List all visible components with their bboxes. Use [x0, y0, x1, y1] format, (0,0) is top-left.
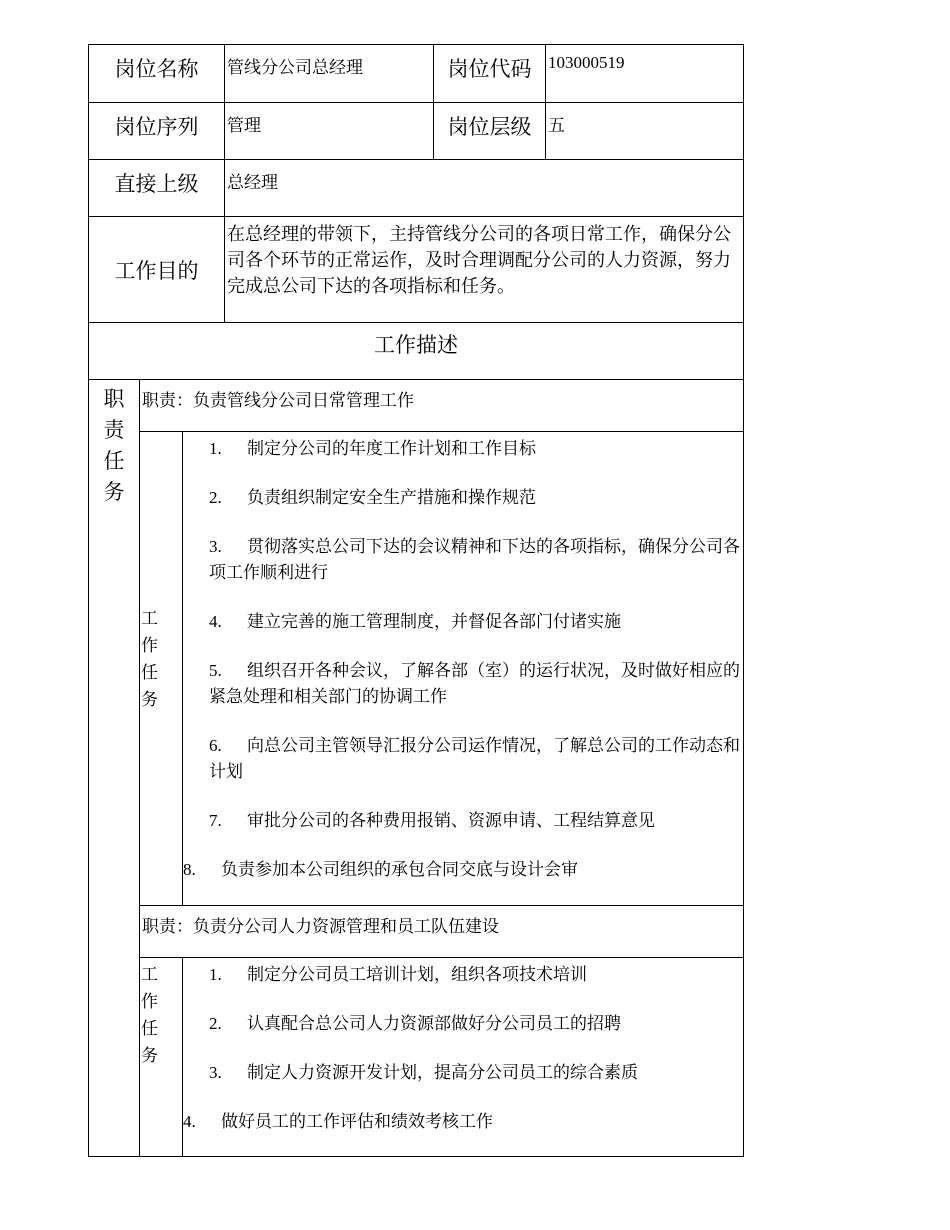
position-code-label: 岗位代码: [434, 45, 546, 103]
task-text: 组织召开各种会议，了解各部（室）的运行状况，及时做好相应的紧急处理和相关部门的协调工作: [209, 661, 740, 706]
task-number: 4.: [209, 612, 222, 631]
task-text: 审批分公司的各种费用报销、资源申请、工程结算意见: [247, 811, 655, 830]
position-name-value: 管线分公司总经理: [225, 45, 434, 103]
task-number: 8.: [183, 860, 196, 879]
duty-1-task-8: [183, 857, 743, 883]
level-value: 五: [546, 103, 744, 160]
level-label: 岗位层级: [434, 103, 546, 160]
position-code-value: 103000519: [546, 45, 744, 103]
duty-1-task-list: [183, 432, 744, 906]
duty-2-task-1: [183, 962, 743, 988]
task-text: 向总公司主管领导汇报分公司运作情况，了解总公司的工作动态和计划: [209, 736, 740, 781]
duty-2-title: 职责：负责分公司人力资源管理和员工队伍建设: [140, 906, 744, 958]
sequence-label: 岗位序列: [89, 103, 225, 160]
duty-2-task-2: [183, 1011, 743, 1037]
task-number: 1.: [209, 439, 222, 458]
job-description-table: [88, 44, 744, 1157]
position-name-label: 岗位名称: [89, 45, 225, 103]
row-duty-2: [89, 906, 744, 958]
job-description-form: [88, 44, 743, 1157]
task-number: 2.: [209, 488, 222, 507]
duty-1-title: 职责：负责管线分公司日常管理工作: [140, 380, 744, 432]
task-number: 5.: [209, 661, 222, 680]
sequence-value: 管理: [225, 103, 434, 160]
task-number: 1.: [209, 965, 222, 984]
supervisor-value: 总经理: [225, 160, 744, 217]
duty-2-task-3: [183, 1060, 743, 1086]
task-text: 负责参加本公司组织的承包合同交底与设计会审: [221, 860, 578, 879]
row-description-title: [89, 323, 744, 380]
task-number: 2.: [209, 1014, 222, 1033]
duties-side-label-text: 职责任务: [103, 387, 125, 504]
row-duty-2-tasks: [89, 958, 744, 1157]
duty-1-task-7: [183, 808, 743, 834]
task-number: 6.: [209, 736, 222, 755]
task-text: 制定人力资源开发计划，提高分公司员工的综合素质: [247, 1063, 638, 1082]
row-supervisor: [89, 160, 744, 217]
task-number: 4.: [183, 1112, 196, 1131]
duty-2-task-label-text: 工作任务: [141, 965, 158, 1065]
row-purpose: [89, 217, 744, 323]
duty-1-task-6: [183, 733, 743, 785]
task-text: 贯彻落实总公司下达的会议精神和下达的各项指标，确保分公司各项工作顺利进行: [209, 537, 740, 582]
duty-1-task-label-text: 工作任务: [141, 608, 158, 709]
task-number: 3.: [209, 537, 222, 556]
task-text: 认真配合总公司人力资源部做好分公司员工的招聘: [247, 1014, 621, 1033]
supervisor-label: 直接上级: [89, 160, 225, 217]
row-duty-1-tasks: [89, 432, 744, 906]
row-sequence: [89, 103, 744, 160]
duty-2-task-4: [183, 1109, 743, 1135]
duty-1-task-4: [183, 609, 743, 635]
duty-1-task-label: [140, 432, 183, 906]
row-position-name: [89, 45, 744, 103]
duty-2-task-label: [140, 958, 183, 1157]
duty-1-task-5: [183, 658, 743, 710]
description-title: 工作描述: [89, 323, 744, 380]
row-duty-1: [89, 380, 744, 432]
duties-side-label: [89, 380, 140, 1157]
task-text: 建立完善的施工管理制度，并督促各部门付诸实施: [247, 612, 621, 631]
duty-2-task-list: [183, 958, 744, 1157]
task-number: 7.: [209, 811, 222, 830]
task-number: 3.: [209, 1063, 222, 1082]
duty-1-task-2: [183, 485, 743, 511]
duty-1-task-3: [183, 534, 743, 586]
task-text: 负责组织制定安全生产措施和操作规范: [247, 488, 536, 507]
duty-1-task-1: [183, 436, 743, 462]
task-text: 制定分公司的年度工作计划和工作目标: [247, 439, 536, 458]
task-text: 制定分公司员工培训计划，组织各项技术培训: [247, 965, 587, 984]
task-text: 做好员工的工作评估和绩效考核工作: [221, 1112, 493, 1131]
purpose-label: 工作目的: [89, 217, 225, 323]
purpose-text: 在总经理的带领下，主持管线分公司的各项日常工作，确保分公司各个环节的正常运作，及时合理调配分公司的人力资源，努力完成总公司下达的各项指标和任务。: [225, 217, 744, 323]
